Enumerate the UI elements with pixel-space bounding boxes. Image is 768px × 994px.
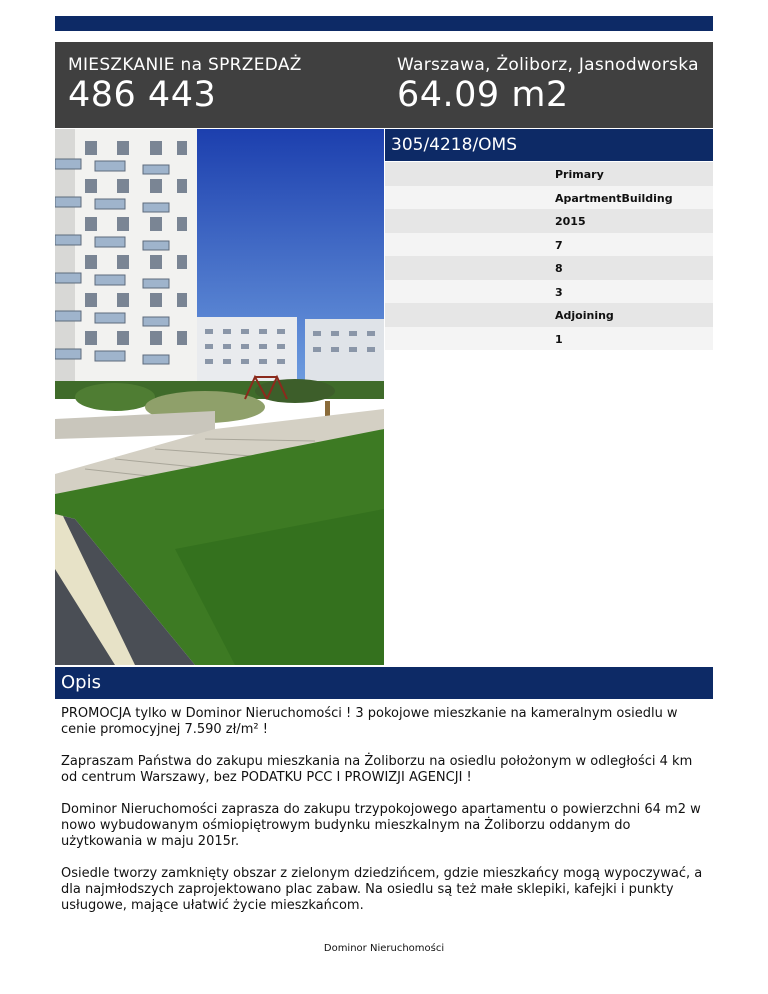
description-header [55, 667, 713, 699]
detail-value: Adjoining [555, 309, 614, 322]
detail-row [385, 209, 713, 233]
property-photo [55, 129, 384, 665]
description-body [61, 706, 709, 930]
detail-row [385, 303, 713, 327]
description-paragraph: Osiedle tworzy zamknięty obszar z zielonym dziedzińcem, gdzie mieszkańcy mogą wypoczywać, a dla najmłodszych zaprojektowano plac zabaw. Na osiedlu są też małe sklepiki, kafejki i punkty usługowe, mające ułatwić życie mieszkańcom. [61, 866, 703, 913]
top-accent-bar [55, 16, 713, 31]
detail-row [385, 162, 713, 186]
detail-row [385, 186, 713, 210]
detail-value: 2015 [555, 215, 586, 228]
detail-value: ApartmentBuilding [555, 191, 673, 205]
area: 64.09 m2 [397, 75, 569, 115]
detail-value: 1 [555, 332, 563, 346]
detail-value: Primary [555, 168, 604, 181]
location: Warszawa, Żoliborz, Jasnodworska [397, 55, 699, 75]
detail-row [385, 327, 713, 351]
footer-agency: Dominor Nieruchomości [323, 943, 445, 954]
description-title: Opis [61, 672, 101, 693]
detail-row [385, 233, 713, 257]
listing-header [55, 42, 713, 128]
reference-bar [385, 129, 713, 161]
price: 486 443 [68, 75, 217, 115]
listing-type: MIESZKANIE na SPRZEDAŻ [68, 55, 302, 75]
details-table [385, 162, 713, 350]
detail-row [385, 280, 713, 304]
description-paragraph: PROMOCJA tylko w Dominor Nieruchomości ! 3 pokojowe mieszkanie na kameralnym osiedlu w cenie promocyjnej 7.590 zł/m² ! [61, 706, 678, 737]
detail-value: 3 [555, 285, 563, 299]
description-paragraph: Dominor Nieruchomości zaprasza do zakupu trzypokojowego apartamentu o powierzchni 64 m2 w nowo wybudowanym ośmiopiętrowym budynku mieszkalnym na Żoliborzu oddanym do użytkowania w maju 2015r. [61, 802, 701, 849]
detail-row [385, 256, 713, 280]
description-paragraph: Zapraszam Państwa do zakupu mieszkania na Żoliborzu na osiedlu położonym w odległości 4 km od centrum Warszawy, bez PODATKU PCC I PROWIZJI AGENCJI ! [61, 754, 693, 785]
reference-number: 305/4218/OMS [391, 135, 518, 155]
detail-value: 8 [555, 262, 563, 275]
detail-value: 7 [555, 238, 563, 252]
